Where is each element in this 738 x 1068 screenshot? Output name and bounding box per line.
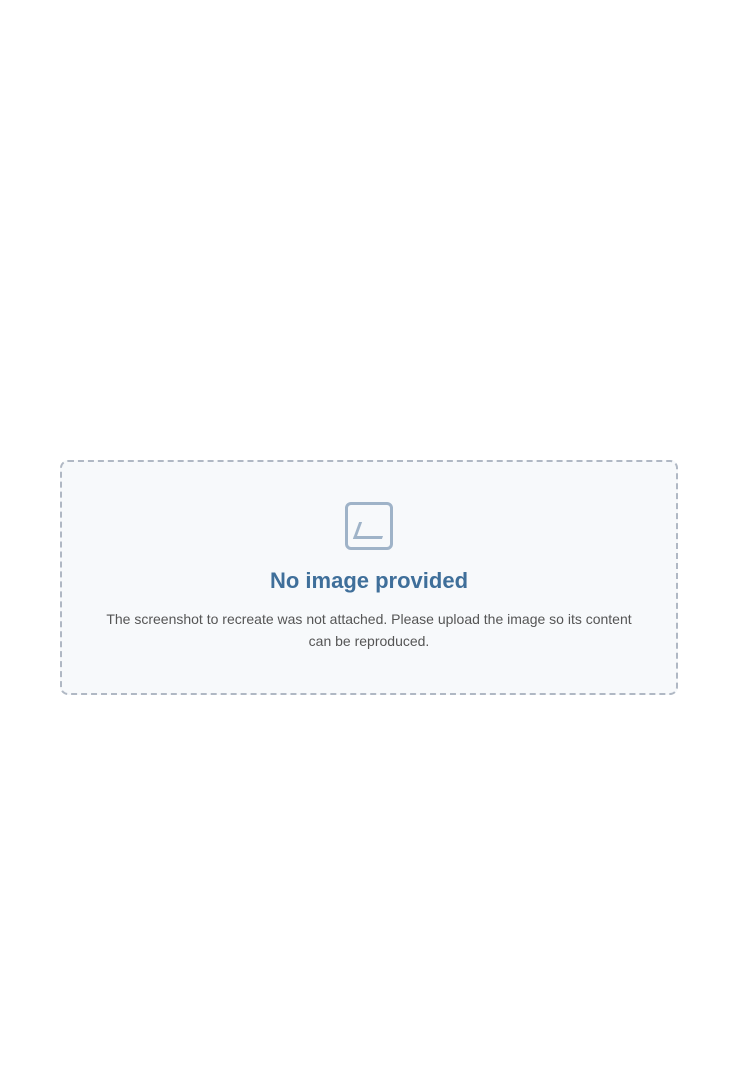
missing-image-notice — [60, 460, 678, 695]
notice-title: No image provided — [269, 568, 469, 593]
image-icon — [345, 502, 393, 550]
notice-message: The screenshot to recreate was not attached. Please upload the image so its content can be reproduced. — [106, 611, 632, 650]
